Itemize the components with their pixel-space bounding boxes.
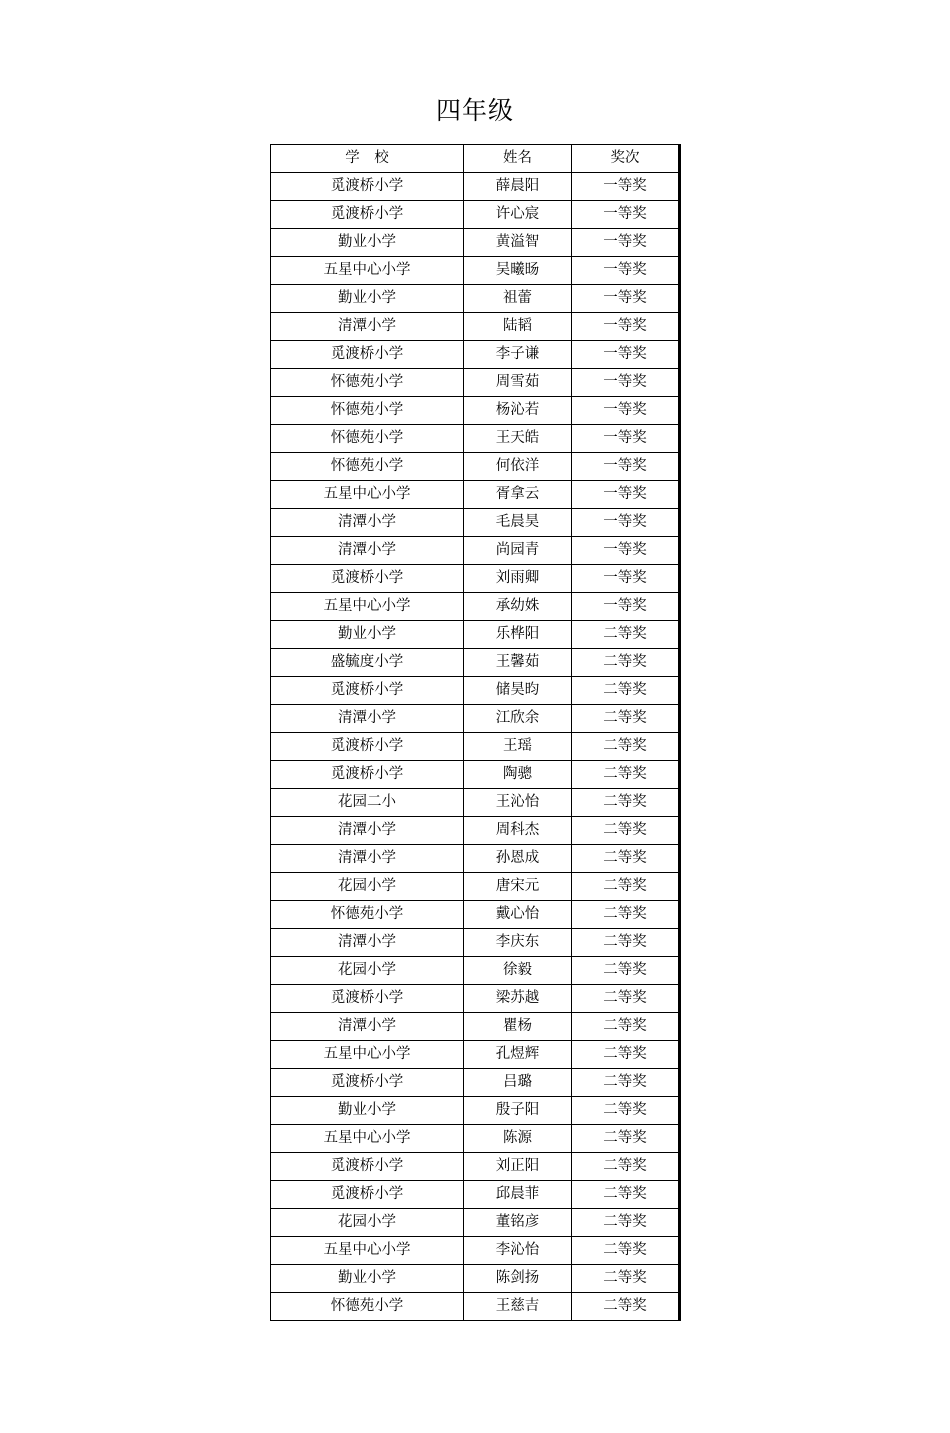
student-name-cell: 陆韬 xyxy=(464,313,572,341)
student-name-cell: 刘正阳 xyxy=(464,1153,572,1181)
table-row xyxy=(271,397,680,425)
award-cell: 二等奖 xyxy=(572,1013,680,1041)
award-cell: 一等奖 xyxy=(572,173,680,201)
table-row xyxy=(271,1209,680,1237)
award-cell: 二等奖 xyxy=(572,649,680,677)
table-row xyxy=(271,789,680,817)
school-cell: 勤业小学 xyxy=(271,229,464,257)
award-cell: 一等奖 xyxy=(572,593,680,621)
school-cell: 勤业小学 xyxy=(271,1265,464,1293)
student-name-cell: 江欣余 xyxy=(464,705,572,733)
award-cell: 二等奖 xyxy=(572,621,680,649)
table-row xyxy=(271,369,680,397)
award-cell: 二等奖 xyxy=(572,789,680,817)
school-cell: 怀德苑小学 xyxy=(271,901,464,929)
table-row xyxy=(271,733,680,761)
student-name-cell: 储昊昀 xyxy=(464,677,572,705)
school-cell: 五星中心小学 xyxy=(271,1125,464,1153)
school-cell: 花园小学 xyxy=(271,873,464,901)
school-cell: 觅渡桥小学 xyxy=(271,201,464,229)
school-cell: 清潭小学 xyxy=(271,509,464,537)
student-name-cell: 周雪茹 xyxy=(464,369,572,397)
student-name-cell: 周科杰 xyxy=(464,817,572,845)
award-cell: 一等奖 xyxy=(572,425,680,453)
student-name-cell: 李子谦 xyxy=(464,341,572,369)
award-cell: 二等奖 xyxy=(572,761,680,789)
student-name-cell: 孔煜辉 xyxy=(464,1041,572,1069)
student-name-cell: 吴曦旸 xyxy=(464,257,572,285)
table-row xyxy=(271,1041,680,1069)
school-cell: 五星中心小学 xyxy=(271,1041,464,1069)
student-name-cell: 王天皓 xyxy=(464,425,572,453)
award-cell: 二等奖 xyxy=(572,1153,680,1181)
table-row xyxy=(271,1013,680,1041)
table-row xyxy=(271,565,680,593)
school-cell: 觅渡桥小学 xyxy=(271,733,464,761)
student-name-cell: 李庆东 xyxy=(464,929,572,957)
student-name-cell: 何依洋 xyxy=(464,453,572,481)
school-cell: 花园小学 xyxy=(271,1209,464,1237)
student-name-cell: 承幼姝 xyxy=(464,593,572,621)
student-name-cell: 徐毅 xyxy=(464,957,572,985)
table-row xyxy=(271,873,680,901)
school-cell: 觅渡桥小学 xyxy=(271,1153,464,1181)
award-cell: 一等奖 xyxy=(572,201,680,229)
table-row xyxy=(271,481,680,509)
award-cell: 二等奖 xyxy=(572,817,680,845)
award-cell: 一等奖 xyxy=(572,397,680,425)
award-cell: 二等奖 xyxy=(572,1181,680,1209)
school-cell: 五星中心小学 xyxy=(271,257,464,285)
award-table xyxy=(270,144,681,1321)
student-name-cell: 尚园青 xyxy=(464,537,572,565)
student-name-cell: 刘雨卿 xyxy=(464,565,572,593)
student-name-cell: 祖蕾 xyxy=(464,285,572,313)
award-cell: 二等奖 xyxy=(572,845,680,873)
school-cell: 勤业小学 xyxy=(271,1097,464,1125)
table-row xyxy=(271,705,680,733)
award-cell: 二等奖 xyxy=(572,1265,680,1293)
table-row xyxy=(271,341,680,369)
student-name-cell: 吕璐 xyxy=(464,1069,572,1097)
award-cell: 二等奖 xyxy=(572,1237,680,1265)
table-row xyxy=(271,285,680,313)
page-title: 四年级 xyxy=(435,96,514,125)
student-name-cell: 王沁怡 xyxy=(464,789,572,817)
school-cell: 清潭小学 xyxy=(271,313,464,341)
table-row xyxy=(271,929,680,957)
school-cell: 觅渡桥小学 xyxy=(271,173,464,201)
award-cell: 一等奖 xyxy=(572,285,680,313)
student-name-cell: 黄溢智 xyxy=(464,229,572,257)
school-cell: 清潭小学 xyxy=(271,845,464,873)
award-cell: 一等奖 xyxy=(572,313,680,341)
award-cell: 二等奖 xyxy=(572,1293,680,1321)
award-cell: 一等奖 xyxy=(572,341,680,369)
school-cell: 怀德苑小学 xyxy=(271,1293,464,1321)
award-cell: 二等奖 xyxy=(572,677,680,705)
award-cell: 二等奖 xyxy=(572,733,680,761)
school-cell: 怀德苑小学 xyxy=(271,425,464,453)
student-name-cell: 董铭彦 xyxy=(464,1209,572,1237)
table-row xyxy=(271,845,680,873)
school-cell: 勤业小学 xyxy=(271,621,464,649)
award-cell: 一等奖 xyxy=(572,453,680,481)
table-row xyxy=(271,1153,680,1181)
award-cell: 二等奖 xyxy=(572,1041,680,1069)
school-cell: 五星中心小学 xyxy=(271,593,464,621)
table-row xyxy=(271,985,680,1013)
award-cell: 一等奖 xyxy=(572,481,680,509)
award-cell: 二等奖 xyxy=(572,985,680,1013)
table-row xyxy=(271,1125,680,1153)
school-cell: 觅渡桥小学 xyxy=(271,565,464,593)
table-row xyxy=(271,173,680,201)
table-row xyxy=(271,257,680,285)
table-row xyxy=(271,1237,680,1265)
school-cell: 觅渡桥小学 xyxy=(271,1181,464,1209)
school-cell: 怀德苑小学 xyxy=(271,397,464,425)
award-cell: 二等奖 xyxy=(572,957,680,985)
student-name-cell: 邱晨菲 xyxy=(464,1181,572,1209)
school-cell: 清潭小学 xyxy=(271,537,464,565)
student-name-cell: 陈源 xyxy=(464,1125,572,1153)
student-name-cell: 胥拿云 xyxy=(464,481,572,509)
student-name-cell: 许心宸 xyxy=(464,201,572,229)
award-cell: 二等奖 xyxy=(572,1209,680,1237)
student-name-cell: 王瑶 xyxy=(464,733,572,761)
table-row xyxy=(271,1097,680,1125)
table-row xyxy=(271,901,680,929)
school-cell: 清潭小学 xyxy=(271,929,464,957)
table-row xyxy=(271,957,680,985)
school-cell: 怀德苑小学 xyxy=(271,369,464,397)
school-cell: 花园二小 xyxy=(271,789,464,817)
student-name-cell: 杨沁若 xyxy=(464,397,572,425)
school-cell: 觅渡桥小学 xyxy=(271,761,464,789)
table-row xyxy=(271,1265,680,1293)
student-name-cell: 薛晨阳 xyxy=(464,173,572,201)
school-cell: 花园小学 xyxy=(271,957,464,985)
student-name-cell: 毛晨昊 xyxy=(464,509,572,537)
school-cell: 觅渡桥小学 xyxy=(271,677,464,705)
school-cell: 盛毓度小学 xyxy=(271,649,464,677)
school-cell: 觅渡桥小学 xyxy=(271,1069,464,1097)
table-row xyxy=(271,509,680,537)
award-cell: 二等奖 xyxy=(572,873,680,901)
award-cell: 二等奖 xyxy=(572,1069,680,1097)
student-name-cell: 孙恩成 xyxy=(464,845,572,873)
student-name-cell: 乐桦阳 xyxy=(464,621,572,649)
school-cell: 清潭小学 xyxy=(271,1013,464,1041)
table-row xyxy=(271,201,680,229)
table-row xyxy=(271,1293,680,1321)
column-header-award: 奖次 xyxy=(572,145,680,173)
table-row xyxy=(271,761,680,789)
student-name-cell: 陈剑扬 xyxy=(464,1265,572,1293)
table-row xyxy=(271,817,680,845)
school-cell: 清潭小学 xyxy=(271,705,464,733)
table-row xyxy=(271,621,680,649)
award-cell: 二等奖 xyxy=(572,929,680,957)
student-name-cell: 王慈吉 xyxy=(464,1293,572,1321)
student-name-cell: 殷子阳 xyxy=(464,1097,572,1125)
table-row xyxy=(271,453,680,481)
student-name-cell: 瞿杨 xyxy=(464,1013,572,1041)
table-header-row xyxy=(271,145,680,173)
award-cell: 一等奖 xyxy=(572,229,680,257)
award-cell: 一等奖 xyxy=(572,257,680,285)
school-cell: 勤业小学 xyxy=(271,285,464,313)
school-cell: 觅渡桥小学 xyxy=(271,985,464,1013)
student-name-cell: 陶骢 xyxy=(464,761,572,789)
student-name-cell: 王馨茹 xyxy=(464,649,572,677)
column-header-name: 姓名 xyxy=(464,145,572,173)
award-cell: 一等奖 xyxy=(572,369,680,397)
table-row xyxy=(271,677,680,705)
table-row xyxy=(271,593,680,621)
table-row xyxy=(271,1069,680,1097)
student-name-cell: 戴心怡 xyxy=(464,901,572,929)
award-cell: 一等奖 xyxy=(572,509,680,537)
award-cell: 二等奖 xyxy=(572,705,680,733)
award-cell: 一等奖 xyxy=(572,565,680,593)
table-row xyxy=(271,649,680,677)
table-row xyxy=(271,313,680,341)
table-body xyxy=(271,173,680,1321)
student-name-cell: 梁苏越 xyxy=(464,985,572,1013)
school-cell: 觅渡桥小学 xyxy=(271,341,464,369)
school-cell: 五星中心小学 xyxy=(271,481,464,509)
school-cell: 清潭小学 xyxy=(271,817,464,845)
school-cell: 五星中心小学 xyxy=(271,1237,464,1265)
award-cell: 二等奖 xyxy=(572,901,680,929)
award-cell: 一等奖 xyxy=(572,537,680,565)
award-cell: 二等奖 xyxy=(572,1097,680,1125)
table-row xyxy=(271,229,680,257)
table-row xyxy=(271,425,680,453)
table-row xyxy=(271,1181,680,1209)
student-name-cell: 李沁怡 xyxy=(464,1237,572,1265)
award-cell: 二等奖 xyxy=(572,1125,680,1153)
school-cell: 怀德苑小学 xyxy=(271,453,464,481)
column-header-school: 学 校 xyxy=(271,145,464,173)
student-name-cell: 唐宋元 xyxy=(464,873,572,901)
table-row xyxy=(271,537,680,565)
